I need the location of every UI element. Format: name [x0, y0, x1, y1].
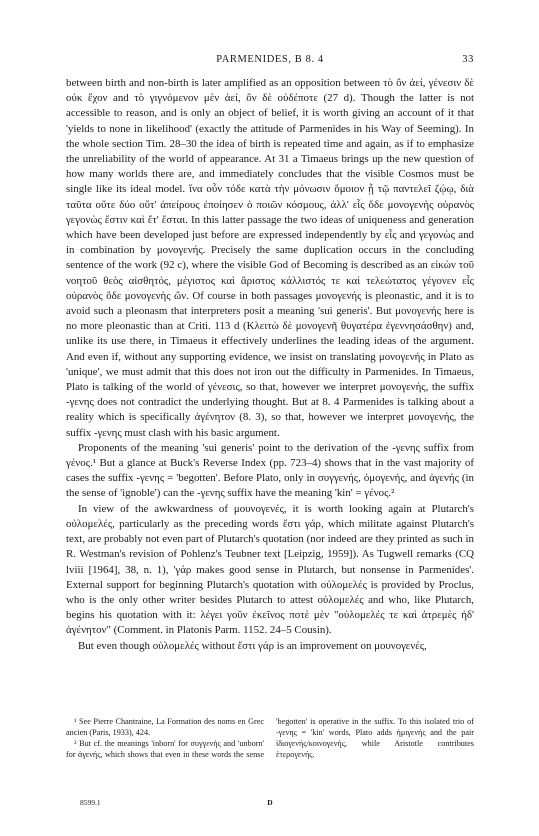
main-text	[66, 76, 474, 654]
page-header	[66, 54, 474, 70]
running-head: PARMENIDES, B 8. 4	[216, 54, 324, 65]
body-paragraph: But even though οὐλομελές without ἔστι γάρ is an improvement on μουνογενές,	[78, 639, 427, 652]
page-number: 33	[462, 54, 474, 65]
printer-code: 8599.1	[80, 798, 101, 807]
footnote: ² But cf. the meanings 'inborn' for συγγενής and 'unborn' for ἀγενής, which shows that even in these words the sense 'begotten' is operative in the suffix. To this isolated trio of -γενης = 'kin' words, Plato adds ἡμιγενής and the pair ἰδιογενής/κοινογενής, while Aristotle contributes ἑτερογενής.	[66, 717, 474, 759]
footnote: ¹ See Pierre Chantraine, La Formation des noms en Grec ancien (Paris, 1933), 424.	[66, 717, 264, 737]
body-paragraph: between birth and non-birth is later amplified as an opposition between τὸ ὂν ἀεί, γένεσιν δὲ οὐκ ἔχον and τὸ γιγνόμενον μὲν ἀεί, ὂν δὲ οὐδέποτε (27 d). Though the latter is not accessible to reason, and is only an object of belief, it is worth giving an account of it that 'yields to none in likelihood' (exactly the attitude of Parmenides in his Way of Seeming). In the whole section Tim. 28–30 the idea of birth is repeated time and again, as if to emphasize the unreliability of the world of appearance. At 31 a Timaeus brings up the new question of how many worlds there are, and immediately concludes that the visible Cosmos must be single like its ideal model. ἵνα οὖν τόδε κατὰ τὴν μόνωσιν ὅμοιον ᾖ τῷ παντελεῖ ζῴῳ, διὰ ταῦτα οὔτε δύο οὔτ' ἀπείρους ἐποίησεν ὁ ποιῶν κόσμους, ἀλλ' εἷς ὅδε μονογενὴς οὐρανὸς γεγονὼς ἔστιν καὶ ἔτ' ἔσται. In this latter passage the two ideas of uniqueness and generation which have been developed just before are expressed independently by εἷς and γεγονὼς and in combination by μονογενής. Precisely the same duplication occurs in the concluding sentence of the work (92 c), where the visible God of Becoming is described as an εἰκὼν τοῦ νοητοῦ θεὸς αἰσθητός, μέγιστος καὶ ἄριστος κάλλιστός τε καὶ τελεώτατος γέγονεν εἷς οὐρανὸς ὅδε μονογενὴς ὤν. Of course in both passages μονογενής is pleonastic, and it is to avoid such a pleonasm that interpreters posit a meaning 'sui generis'. But μονογενής here is no more pleonastic than at Criti. 113 d (Κλειτὼ δὲ μονογενῆ θυγατέρα ἐγεννησάσθην) and, unlike its use there, in Timaeus it effectively underlines the leading ideas of the argument. And even if, without any supporting evidence, we insist on translating μονογενής in Plato as 'unique', we must admit that this does not iron out the difficulty in Parmenides. In Timaeus, Plato is talking of the world of γένεσις, so that, however we interpret μονογενής, the suffix -γενης does not contradict the underlying thought. But at 8. 4 Parmenides is talking about a reality which is specifically ἀγένητον (8. 3), so that, however we interpret μονογενής, the suffix -γενης must clash with his basic argument.	[66, 77, 474, 439]
signature-mark: D	[267, 798, 273, 807]
footnotes	[66, 716, 474, 760]
body-paragraph: Proponents of the meaning 'sui generis' point to the derivation of the -γενης suffix from γένος.¹ But a glance at Buck's Reverse Index (pp. 723–4) shows that in the vast majority of cases the suffix -γενης = 'begotten'. Before Plato, only in συγγενής, ὁμογενής, and ἀγενής (in the sense of 'ignoble') can the -γενης suffix have the meaning 'kin' = γένος.²	[66, 441, 474, 500]
body-paragraph: In view of the awkwardness of μουνογενές, it is worth looking again at Plutarch's οὐλομελές, particularly as the preceding words ἔστι γάρ, which militate against Plutarch's text, are probably not even part of Plutarch's quotation (nor indeed are they printed as such in R. Westman's revision of Pohlenz's Teubner text [Leipzig, 1959]). As Tugwell remarks (CQ lviii [1964], 38, n. 1), 'γάρ makes good sense in Plutarch, but nonsense in Parmenides'. External support for beginning Plutarch's quotation with οὐλομελές is provided by Proclus, who is the only other writer besides Plutarch to attest οὐλομελές and who, like Plutarch, begins his quotation with it: λέγει γοῦν ἐκεῖνος ποτὲ μὲν "οὐλομελές τε καὶ ἀτρεμὲς ἠδ' ἀγένητον" (Comment. in Platonis Parm. 1152. 24–5 Cousin).	[66, 502, 474, 637]
page-footer	[66, 798, 474, 810]
